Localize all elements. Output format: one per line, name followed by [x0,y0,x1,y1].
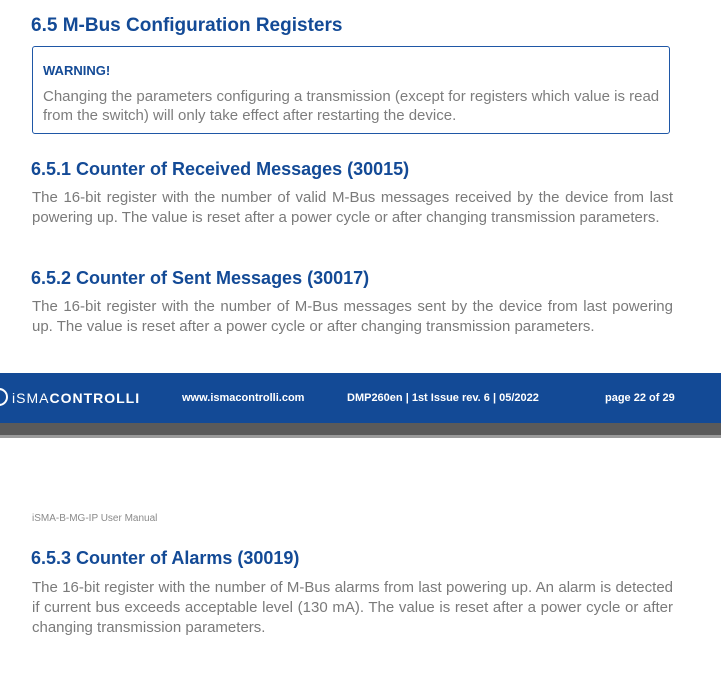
page-header-manual-name: iSMA-B-MG-IP User Manual [32,513,158,524]
footer-page-number: page 22 of 29 [605,392,675,404]
section-heading-6-5: 6.5 M-Bus Configuration Registers [31,15,343,36]
page-separator-edge [0,435,721,438]
footer-doc-info: DMP260en | 1st Issue rev. 6 | 05/2022 [347,392,539,404]
page-separator [0,423,721,435]
brand-logo-suffix: CONTROLLI [49,390,141,406]
section-text-6-5-2: The 16-bit register with the number of M-Bus messages sent by the device from last powering up. The value is reset after a power cycle or after changing transmission parameters. [32,298,673,335]
section-heading-6-5-1: 6.5.1 Counter of Received Messages (30015) [31,159,410,179]
brand-logo [12,390,140,406]
warning-text: Changing the parameters configuring a transmission (except for registers which value is read from the switch) will only take effect after restarting the device. [43,88,660,124]
brand-logo-prefix: iSMA [12,390,50,406]
section-text-6-5-1: The 16-bit register with the number of valid M-Bus messages received by the device from last powering up. The value is reset after a power cycle or after changing transmission parameters. [32,189,673,226]
section-text-6-5-3: The 16-bit register with the number of M-Bus alarms from last powering up. An alarm is detected if current bus exceeds acceptable level (130 mA). The value is reset after a power cycle or after changing transmission parameters. [32,579,673,636]
section-heading-6-5-3: 6.5.3 Counter of Alarms (30019) [31,548,300,568]
section-heading-6-5-2: 6.5.2 Counter of Sent Messages (30017) [31,268,370,288]
footer-website-link[interactable]: www.ismacontrolli.com [182,392,305,404]
warning-title: WARNING! [43,63,111,78]
